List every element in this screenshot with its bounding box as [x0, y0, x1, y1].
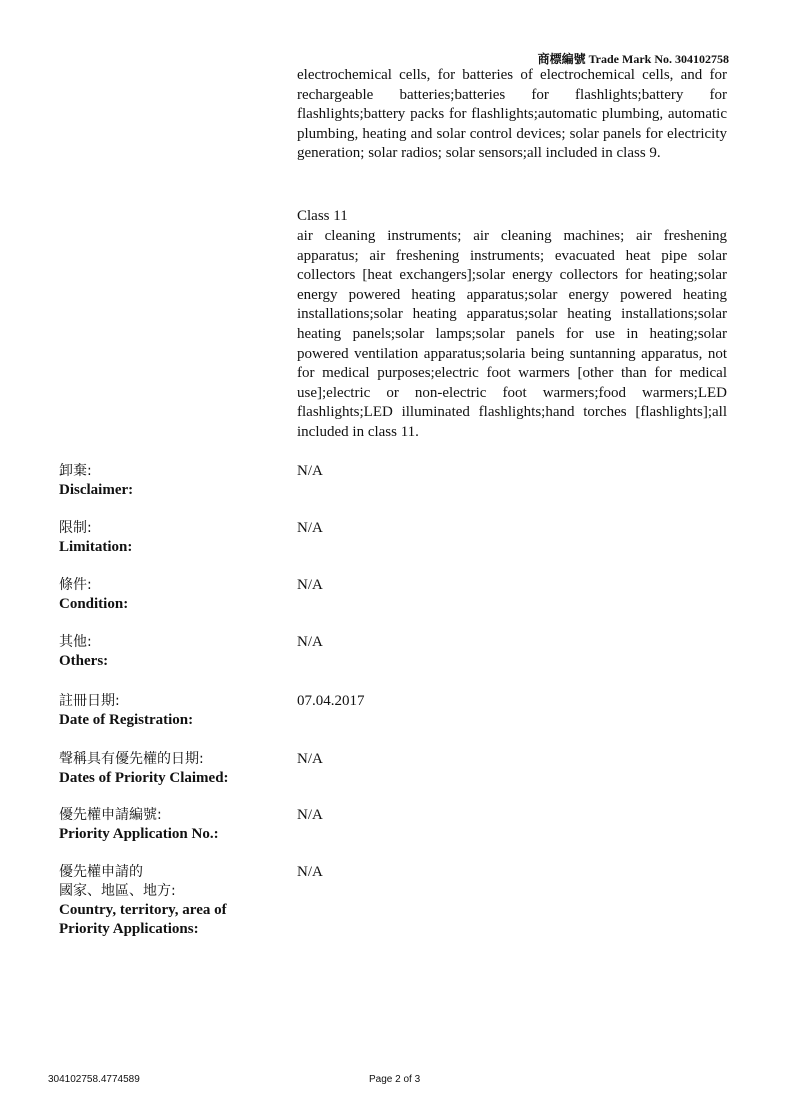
disclaimer-label-zh: 卸棄:: [59, 463, 92, 479]
condition-value: N/A: [297, 577, 323, 593]
limitation-label-en: Limitation:: [59, 539, 133, 555]
priority-dates-value: N/A: [297, 751, 323, 767]
others-label: [59, 633, 279, 671]
class-11-heading: Class 11: [297, 208, 348, 224]
disclaimer-value: N/A: [297, 463, 323, 479]
condition-label: [59, 576, 279, 614]
priority-dates-label: [59, 750, 279, 788]
trade-mark-number: 商標編號 Trade Mark No. 304102758: [537, 52, 729, 66]
others-value: N/A: [297, 634, 323, 650]
priority-dates-label-zh: 聲稱具有優先權的日期:: [59, 751, 204, 767]
class-11-goods-text: air cleaning instruments; air cleaning machines; air freshening apparatus; air freshening instruments; evacuated heat pipe solar collectors [heat exchangers];solar energy collectors for heating;solar energy powered heating apparatus;solar energy powered heating installations;solar heating apparatus;solar heating installations;solar heating panels;solar lamps;solar panels for use in heating;solar powered ventilation apparatus;solaria being suntanning apparatus, not for medical purposes;electric foot warmers [other than for medical use];electric or non-electric foot warmers;food warmers;LED flashlights;LED illuminated flashlights;hand torches [flashlights];all included in class 11.: [297, 228, 727, 440]
priority-application-no-label-en: Priority Application No.:: [59, 826, 219, 842]
priority-application-no-value: N/A: [297, 807, 323, 823]
document-id: 304102758.4774589: [48, 1074, 140, 1085]
priority-application-no-label-zh: 優先權申請編號:: [59, 807, 162, 823]
class-9-goods-text: electrochemical cells, for batteries of electrochemical cells, and for rechargeable batteries;batteries for flashlights;battery for flashlights;battery packs for flashlights;automatic plumbing, automatic plumbing, heating and solar control devices; solar panels for electricity generation; solar radios; solar sensors;all included in class 9.: [297, 67, 727, 162]
priority-country-label-zh-line2: 國家、地區、地方:: [59, 883, 176, 899]
priority-country-label-en-line2: Priority Applications:: [59, 921, 199, 937]
page-number: Page 2 of 3: [369, 1074, 421, 1085]
registration-date-label-zh: 註冊日期:: [59, 693, 120, 709]
others-label-en: Others:: [59, 653, 109, 669]
condition-label-zh: 條件:: [59, 577, 92, 593]
disclaimer-label: [59, 462, 279, 500]
registration-date-label: [59, 692, 279, 730]
priority-dates-label-en: Dates of Priority Claimed:: [59, 770, 229, 786]
registration-date-label-en: Date of Registration:: [59, 712, 194, 728]
limitation-label-zh: 限制:: [59, 520, 92, 536]
condition-label-en: Condition:: [59, 596, 129, 612]
priority-country-label-zh-line1: 優先權申請的: [59, 864, 143, 880]
priority-country-label-en-line1: Country, territory, area of: [59, 902, 227, 918]
priority-application-no-label: [59, 806, 279, 844]
others-label-zh: 其他:: [59, 634, 92, 650]
limitation-value: N/A: [297, 520, 323, 536]
limitation-label: [59, 519, 279, 557]
priority-country-label: [59, 863, 279, 939]
priority-country-value: N/A: [297, 864, 323, 880]
registration-date-value: 07.04.2017: [297, 693, 365, 709]
disclaimer-label-en: Disclaimer:: [59, 482, 134, 498]
